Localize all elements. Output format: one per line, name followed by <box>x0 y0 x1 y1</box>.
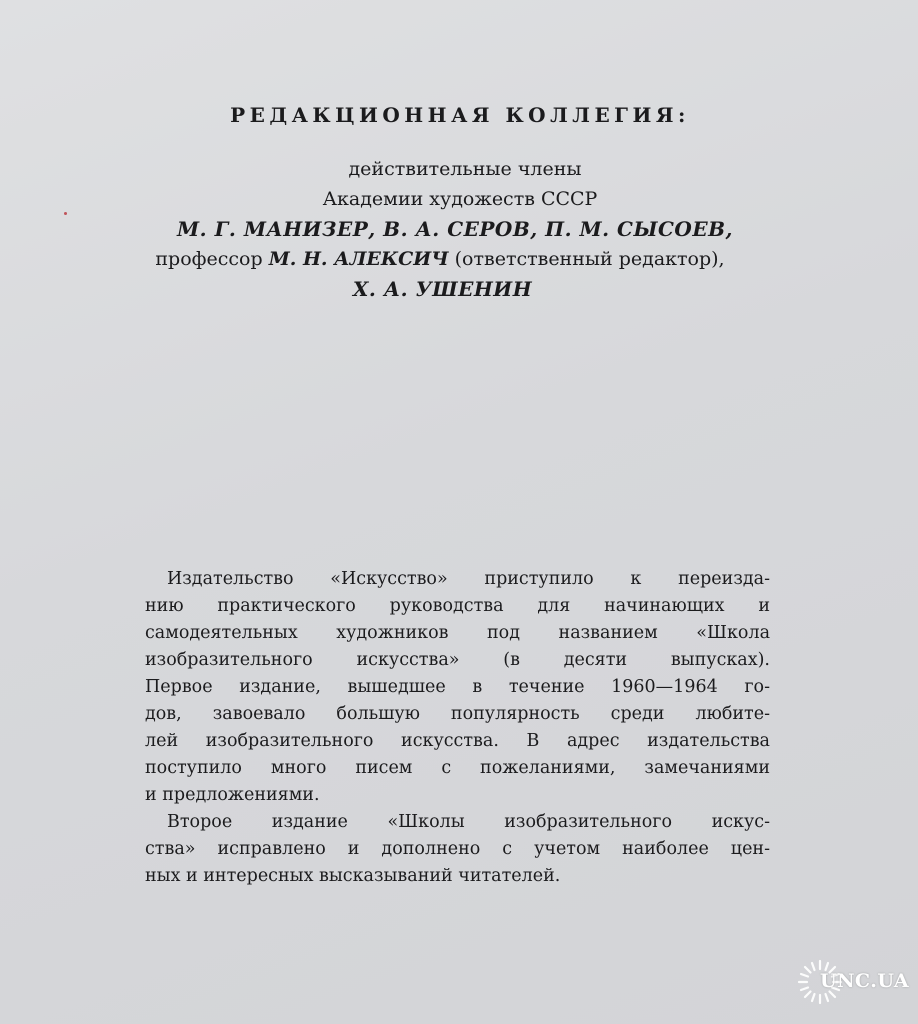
preface-line: и предложениями. <box>145 785 320 805</box>
board-chief-editor-line <box>20 244 860 274</box>
board-last-member: Х. А. УШЕНИН <box>352 277 533 301</box>
preface-line: Издательство «Искусство» приступило к переизда- <box>167 569 770 589</box>
preface-line: самодеятельных художников под названием «Школа <box>145 623 770 643</box>
preface-line: ства» исправлено и дополнено с учетом наиболее цен- <box>145 839 770 859</box>
editorial-board <box>60 100 860 304</box>
preface-line: поступило много писем с пожеланиями, замечаниями <box>145 758 770 778</box>
preface-line: лей изобразительного искусства. В адрес издательства <box>145 731 770 751</box>
board-chief-editor-name: М. Н. АЛЕКСИЧ <box>268 248 449 270</box>
preface-paragraph-2 <box>145 809 770 890</box>
preface-line: Второе издание «Школы изобразительного искус- <box>167 812 770 832</box>
board-members-names: М. Г. МАНИЗЕР, В. А. СЕРОВ, П. М. СЫСОЕВ, <box>177 217 733 241</box>
preface-line: нию практического руководства для начинающих и <box>145 596 770 616</box>
editorial-board-heading: РЕДАКЦИОННАЯ КОЛЛЕГИЯ: <box>230 103 690 127</box>
preface-line: дов, завоевало большую популярность среди любите- <box>145 704 770 724</box>
board-chief-editor-role: (ответственный редактор), <box>448 248 725 270</box>
preface-line: изобразительного искусства» (в десяти выпусках). <box>145 650 770 670</box>
publisher-preface <box>145 566 770 890</box>
preface-paragraph-1 <box>145 566 770 809</box>
watermark-text: UNC.UA <box>820 970 910 992</box>
preface-line: ных и интересных высказываний читателей. <box>145 866 561 886</box>
board-chief-editor-prefix: профессор <box>155 248 269 270</box>
board-members-title: действительные члены <box>348 158 582 180</box>
board-academy-line: Академии художеств СССР <box>322 188 598 210</box>
preface-line: Первое издание, вышедшее в течение 1960—1964 го- <box>145 677 770 697</box>
site-watermark <box>796 956 910 1010</box>
